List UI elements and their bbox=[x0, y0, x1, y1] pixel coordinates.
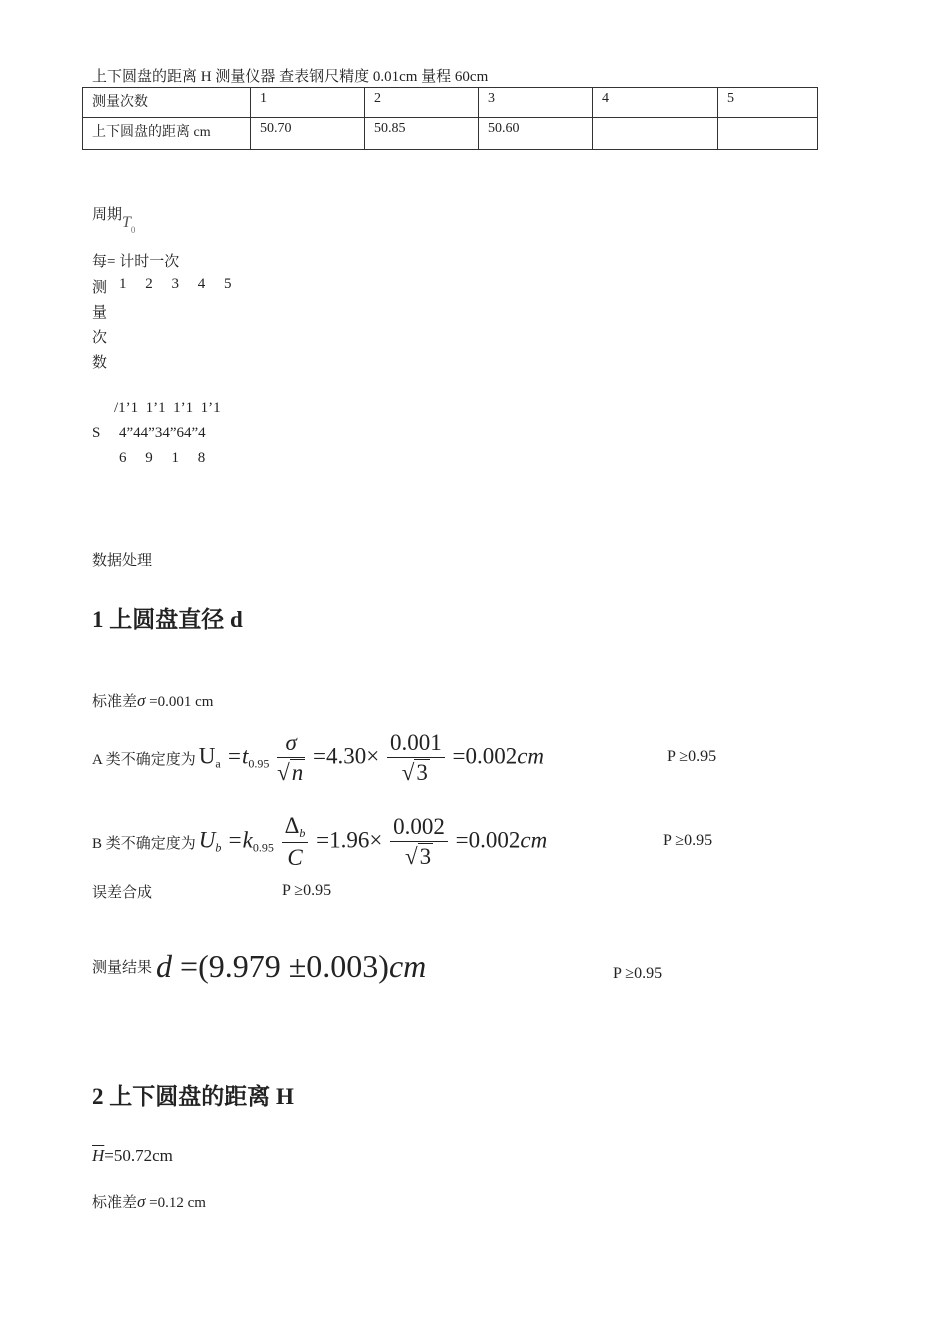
table-header-cell: 测量次数 bbox=[83, 88, 251, 118]
a-sigma: σ bbox=[277, 730, 305, 758]
period-s-line2: 4”44”34”64”4 bbox=[119, 425, 206, 441]
table-cell: 上下圆盘的距离 cm bbox=[83, 118, 251, 150]
result-p-condition: P ≥0.95 bbox=[613, 965, 663, 982]
a-n: n bbox=[291, 760, 304, 785]
h-mean-value: =50.72cm bbox=[104, 1146, 173, 1165]
table-header-row bbox=[83, 88, 818, 118]
b-delta-sub: b bbox=[299, 826, 306, 840]
a-formula bbox=[199, 730, 544, 786]
std2-value: =0.12 cm bbox=[145, 1195, 206, 1211]
a-label: A 类不确定度为 bbox=[92, 751, 196, 768]
b-result: =0.002 bbox=[455, 827, 521, 853]
table-cell: 50.85 bbox=[365, 118, 479, 150]
period-col-char: 测 bbox=[92, 280, 108, 296]
period-s-label: S bbox=[92, 425, 101, 441]
period-numbers: 1 2 3 4 5 bbox=[119, 276, 232, 292]
b-C: C bbox=[287, 845, 303, 870]
a-unit: cm bbox=[517, 743, 545, 769]
table-header-cell: 1 bbox=[251, 88, 365, 118]
period-text: 周期 bbox=[92, 207, 123, 223]
processing-heading: 数据处理 bbox=[92, 553, 153, 569]
a-mid: =4.30× bbox=[313, 743, 380, 769]
b-frac2: $\frac{0.002}{√3}$ bbox=[390, 814, 448, 870]
period-s-line1: /1’1 1’1 1’1 1’1 bbox=[114, 400, 221, 416]
b-k-sub: 0.95 bbox=[252, 840, 274, 855]
b-mid: =1.96× bbox=[316, 827, 383, 853]
result-label: 测量结果 bbox=[92, 960, 153, 976]
table-cell bbox=[593, 118, 718, 150]
a-frac2: $\frac{0.001}{√3}$ bbox=[387, 730, 445, 786]
table-row bbox=[83, 118, 818, 150]
std-label: 标准差 bbox=[92, 694, 138, 710]
section1-title: 1 上圆盘直径 d bbox=[92, 607, 243, 632]
b-num: 0.002 bbox=[390, 814, 448, 842]
period-col-char: 次 bbox=[92, 330, 108, 346]
sigma-symbol: σ bbox=[137, 691, 146, 710]
b-U: U bbox=[198, 827, 216, 853]
b-p-condition: P ≥0.95 bbox=[663, 832, 713, 849]
a-frac1: $\frac{\sigma}{√n}$ bbox=[277, 730, 304, 785]
period-col-char: 数 bbox=[92, 355, 108, 371]
result-line bbox=[92, 948, 426, 985]
section2-std bbox=[92, 1191, 206, 1212]
combination-p-condition: P ≥0.95 bbox=[282, 882, 332, 899]
b-unit: cm bbox=[520, 827, 548, 853]
period-symbol: T bbox=[122, 214, 131, 231]
result-d: d bbox=[156, 948, 173, 984]
b-delta: Δ bbox=[284, 813, 300, 838]
a-den: 3 bbox=[416, 760, 428, 785]
h-bar-symbol: $\overline{H}$ bbox=[92, 1146, 105, 1165]
a-p-condition: P ≥0.95 bbox=[667, 748, 717, 765]
b-den: 3 bbox=[419, 844, 432, 869]
table-cell: 50.60 bbox=[479, 118, 593, 150]
a-U: U bbox=[198, 743, 216, 769]
table-header-cell: 4 bbox=[593, 88, 718, 118]
a-result: =0.002 bbox=[452, 743, 518, 769]
result-expr: =(9.979 ±0.003) bbox=[180, 948, 389, 984]
a-uncertainty-line bbox=[92, 726, 544, 790]
b-formula bbox=[199, 813, 547, 871]
combination-label: 误差合成 bbox=[92, 885, 153, 901]
period-each: 每= 计时一次 bbox=[92, 254, 180, 270]
a-U-sub: a bbox=[215, 756, 221, 771]
table-header-cell: 5 bbox=[718, 88, 818, 118]
period-symbol-sub: 0 bbox=[130, 225, 136, 235]
sigma2-symbol: σ bbox=[137, 1192, 146, 1211]
b-label: B 类不确定度为 bbox=[92, 835, 196, 852]
table-header-cell: 2 bbox=[365, 88, 479, 118]
section2-title: 2 上下圆盘的距离 H bbox=[92, 1084, 294, 1109]
period-label bbox=[92, 203, 136, 235]
period-s-line3: 6 9 1 8 bbox=[119, 450, 206, 466]
result-formula bbox=[156, 948, 426, 985]
b-uncertainty-line bbox=[92, 810, 547, 874]
period-col-char: 量 bbox=[92, 305, 108, 321]
measurement-table bbox=[82, 87, 818, 150]
section1-std bbox=[92, 690, 213, 711]
b-k: =k bbox=[227, 827, 253, 853]
instrument-line: 上下圆盘的距离 H 测量仪器 查表钢尺精度 0.01cm 量程 60cm bbox=[92, 69, 489, 85]
table-cell bbox=[718, 118, 818, 150]
result-unit: cm bbox=[388, 948, 427, 984]
table-cell: 50.70 bbox=[251, 118, 365, 150]
b-frac1 bbox=[282, 813, 309, 871]
std-value: =0.001 cm bbox=[145, 694, 214, 710]
table-header-cell: 3 bbox=[479, 88, 593, 118]
h-mean-line bbox=[92, 1146, 173, 1166]
a-t-sub: 0.95 bbox=[248, 756, 270, 771]
a-num: 0.001 bbox=[387, 730, 445, 758]
std2-label: 标准差 bbox=[92, 1195, 138, 1211]
b-U-sub: b bbox=[215, 840, 222, 855]
a-t: =t bbox=[226, 743, 249, 769]
